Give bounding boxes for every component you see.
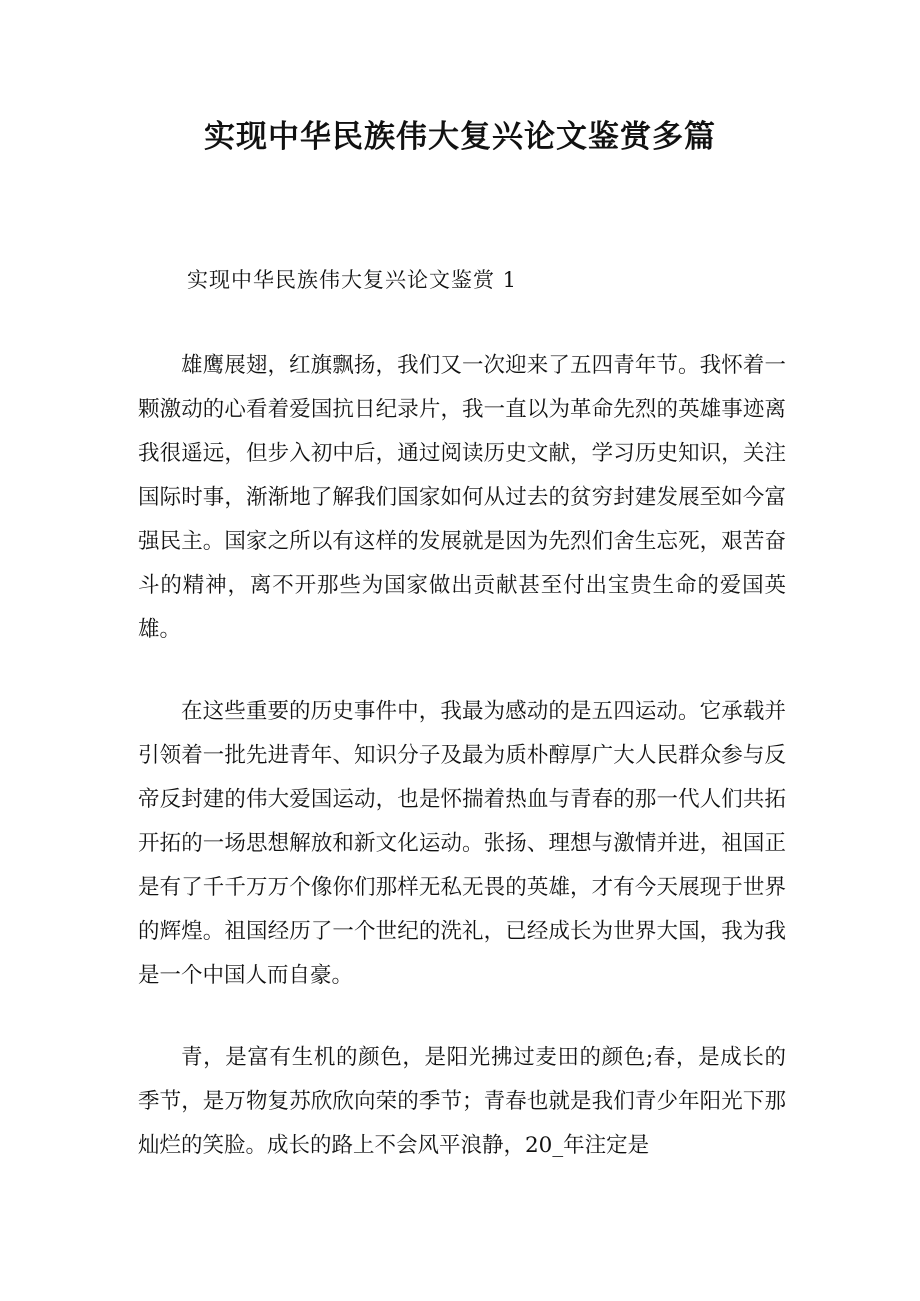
paragraph-3: 青，是富有生机的颜色，是阳光拂过麦田的颜色;春，是成长的季节，是万物复苏欣欣向荣的季节；青春也就是我们青少年阳光下那灿烂的笑脸。成长的路上不会风平浪静，20_年注定是 xyxy=(138,1045,786,1158)
paragraph-1: 雄鹰展翅，红旗飘扬，我们又一次迎来了五四青年节。我怀着一颗激动的心看着爱国抗日纪录片，我一直以为革命先烈的英雄事迹离我很遥远，但步入初中后，通过阅读历史文献，学习历史知识，关注国际时事，渐渐地了解我们国家如何从过去的贫穷封建发展至如今富强民主。国家之所以有这样的发展就是因为先烈们舍生忘死，艰苦奋斗的精神，离不开那些为国家做出贡献甚至付出宝贵生命的爱国英雄。 xyxy=(138,353,786,642)
document-title: 实现中华民族伟大复兴论文鉴赏多篇 xyxy=(204,119,716,155)
paragraph-2: 在这些重要的历史事件中，我最为感动的是五四运动。它承载并引领着一批先进青年、知识分子及最为质朴醇厚广大人民群众参与反帝反封建的伟大爱国运动，也是怀揣着热血与青春的那一代人们共拓开拓的一场思想解放和新文化运动。张扬、理想与激情并进，祖国正是有了千千万万个像你们那样无私无畏的英雄，才有今天展现于世界的辉煌。祖国经历了一个世纪的洗礼，已经成长为世界大国，我为我是一个中国人而自豪。 xyxy=(138,699,786,988)
section-heading: 实现中华民族伟大复兴论文鉴赏 1 xyxy=(187,268,518,292)
